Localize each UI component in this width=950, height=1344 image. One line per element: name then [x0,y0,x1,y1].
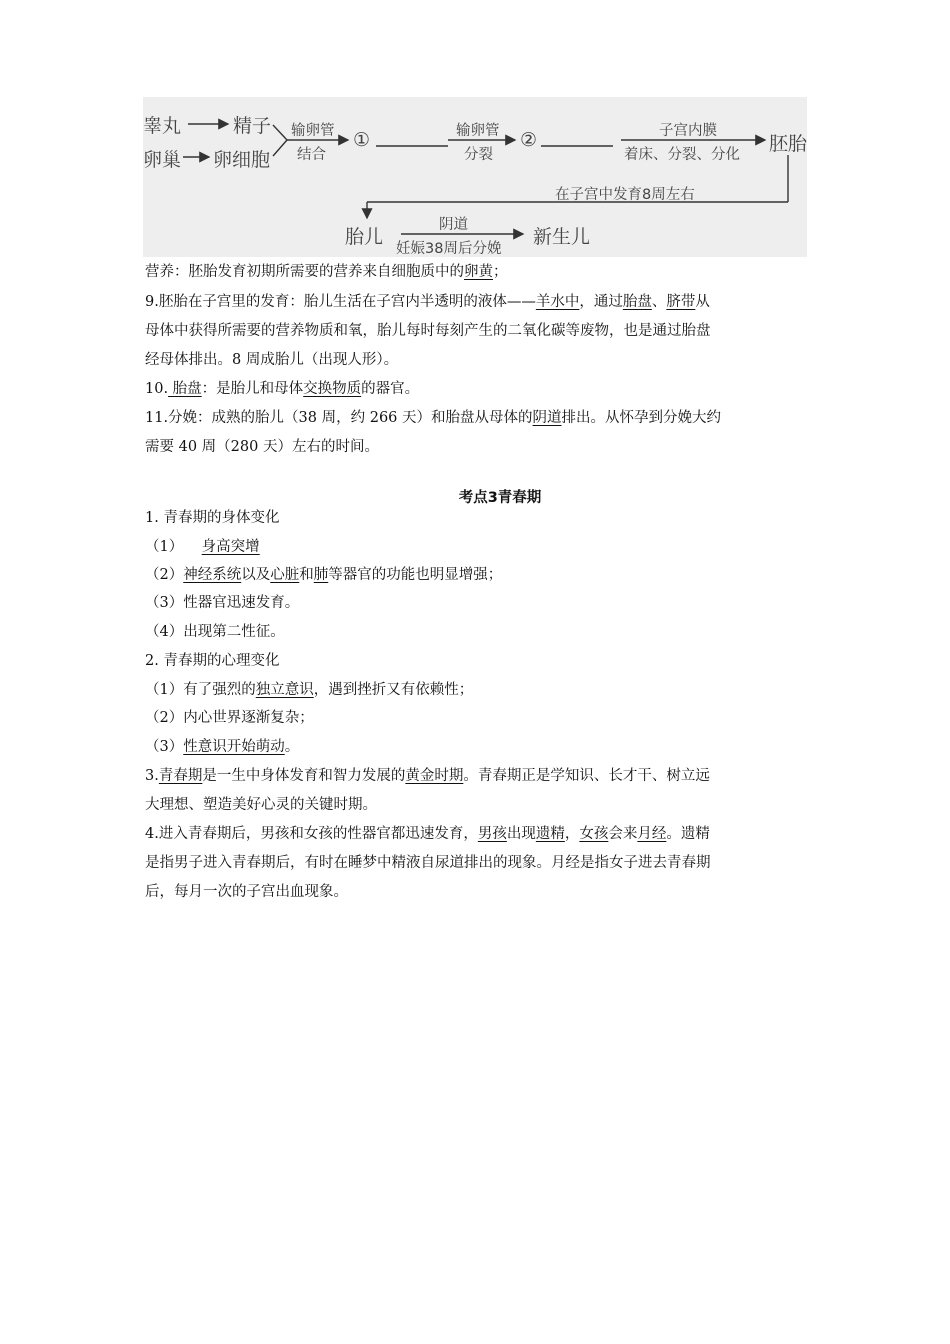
mind-change-3: （3）性意识开始萌动。 [145,739,300,755]
blank-answer: 月经 [637,826,667,842]
develop-8-weeks-label: 在子宫中发育8周左右 [555,187,695,203]
body-change-4: （4）出现第二性征。 [145,624,285,640]
blank-answer: 身高突增 [201,539,260,555]
newborn-label: 新生儿 [533,226,591,248]
subsection-2-title: 2. 青春期的心理变化 [145,653,280,669]
combine-label: 结合 [297,147,326,163]
blank-answer: 性意识开始萌动 [183,739,285,755]
nutrition-line: 营养：胚胎发育初期所需要的营养来自细胞质中的卵黄； [145,264,508,280]
fallopian-tube-label-2: 输卵管 [456,123,500,139]
blank-answer: 阴道 [532,410,562,426]
blank-answer: 独立意识 [255,682,314,698]
endometrium-label: 子宫内膜 [659,123,717,139]
blank-answer: 脐带 [666,294,696,310]
fetus-label: 胎儿 [345,226,384,248]
item-4-line-2: 是指男子进入青春期后，有时在睡梦中精液自尿道排出的现象。月经是指女子进去青春期 [145,855,711,871]
circle-two-label: ② [520,129,538,151]
birth-38-weeks-label: 妊娠38周后分娩 [396,241,502,257]
blank-answer: 卵黄 [464,264,493,280]
sperm-label: 精子 [233,115,272,137]
blank-answer: 神经系统 [183,567,242,583]
blank-answer: 女孩 [579,826,609,842]
body-change-1: （1） 身高突增 [145,539,260,555]
blank-answer: 男孩 [477,826,507,842]
blank-answer: 胎盘 [622,294,652,310]
item-11-line-2: 需要 40 周（280 天）左右的时间。 [145,439,379,455]
circle-one-label: ① [353,129,371,151]
mind-change-2: （2）内心世界逐渐复杂； [145,710,314,726]
body-change-3: （3）性器官迅速发育。 [145,595,300,611]
mind-change-1: （1）有了强烈的独立意识，遇到挫折又有依赖性； [145,682,474,698]
item-9-line-2: 母体中获得所需要的营养物质和氧，胎儿每时每刻产生的二氧化碳等废物，也是通过胎盘 [145,323,711,339]
merge-line-top [273,125,287,140]
blank-answer: 胎盘 [168,381,202,397]
embryo-label: 胚胎 [769,133,808,155]
item-4-line-1: 4.进入青春期后，男孩和女孩的性器官都迅速发育，男孩出现遗精，女孩会来月经。遗精 [145,826,710,842]
blank-answer: 肺 [313,567,329,583]
section-heading: 考点3青春期 [458,490,542,506]
item-9-line-3: 经母体排出。8 周成胎儿（出现人形）。 [145,352,399,368]
item-10-line: 10. 胎盘：是胎儿和母体交换物质的器官。 [145,381,420,397]
blank-answer: 交换物质 [303,381,362,397]
egg-cell-label: 卵细胞 [213,149,271,171]
fertilization-flow-diagram [143,97,807,257]
item-3-line-1: 3.青春期是一生中身体发育和智力发展的黄金时期。青春期正是学知识、长才干、树立远 [145,768,710,784]
body-change-2: （2）神经系统以及心脏和肺等器官的功能也明显增强； [145,567,503,583]
subsection-1-title: 1. 青春期的身体变化 [145,510,280,526]
vagina-label: 阴道 [439,217,468,233]
blank-answer: 青春期 [158,768,203,784]
blank-answer: 遗精 [535,826,565,842]
implant-label: 着床、分裂、分化 [624,147,740,163]
blank-answer: 黄金时期 [405,768,464,784]
fallopian-tube-label-1: 输卵管 [291,123,335,139]
divide-label: 分裂 [464,147,493,163]
item-4-line-3: 后，每月一次的子宫出血现象。 [145,884,348,900]
item-3-line-2: 大理想、塑造美好心灵的关键时期。 [145,797,377,813]
ovary-label: 卵巢 [143,149,182,171]
merge-line-bottom [273,140,287,156]
blank-answer: 羊水中 [535,294,580,310]
blank-answer: 心脏 [270,567,300,583]
item-9-line-1: 9.胚胎在子宫里的发育：胎儿生活在子宫内半透明的液体——羊水中，通过胎盘、脐带从 [145,294,710,310]
item-11-line-1: 11.分娩：成熟的胎儿（38 周，约 266 天）和胎盘从母体的阴道排出。从怀孕到分娩大约 [145,410,722,426]
testis-label: 睾丸 [143,115,182,137]
